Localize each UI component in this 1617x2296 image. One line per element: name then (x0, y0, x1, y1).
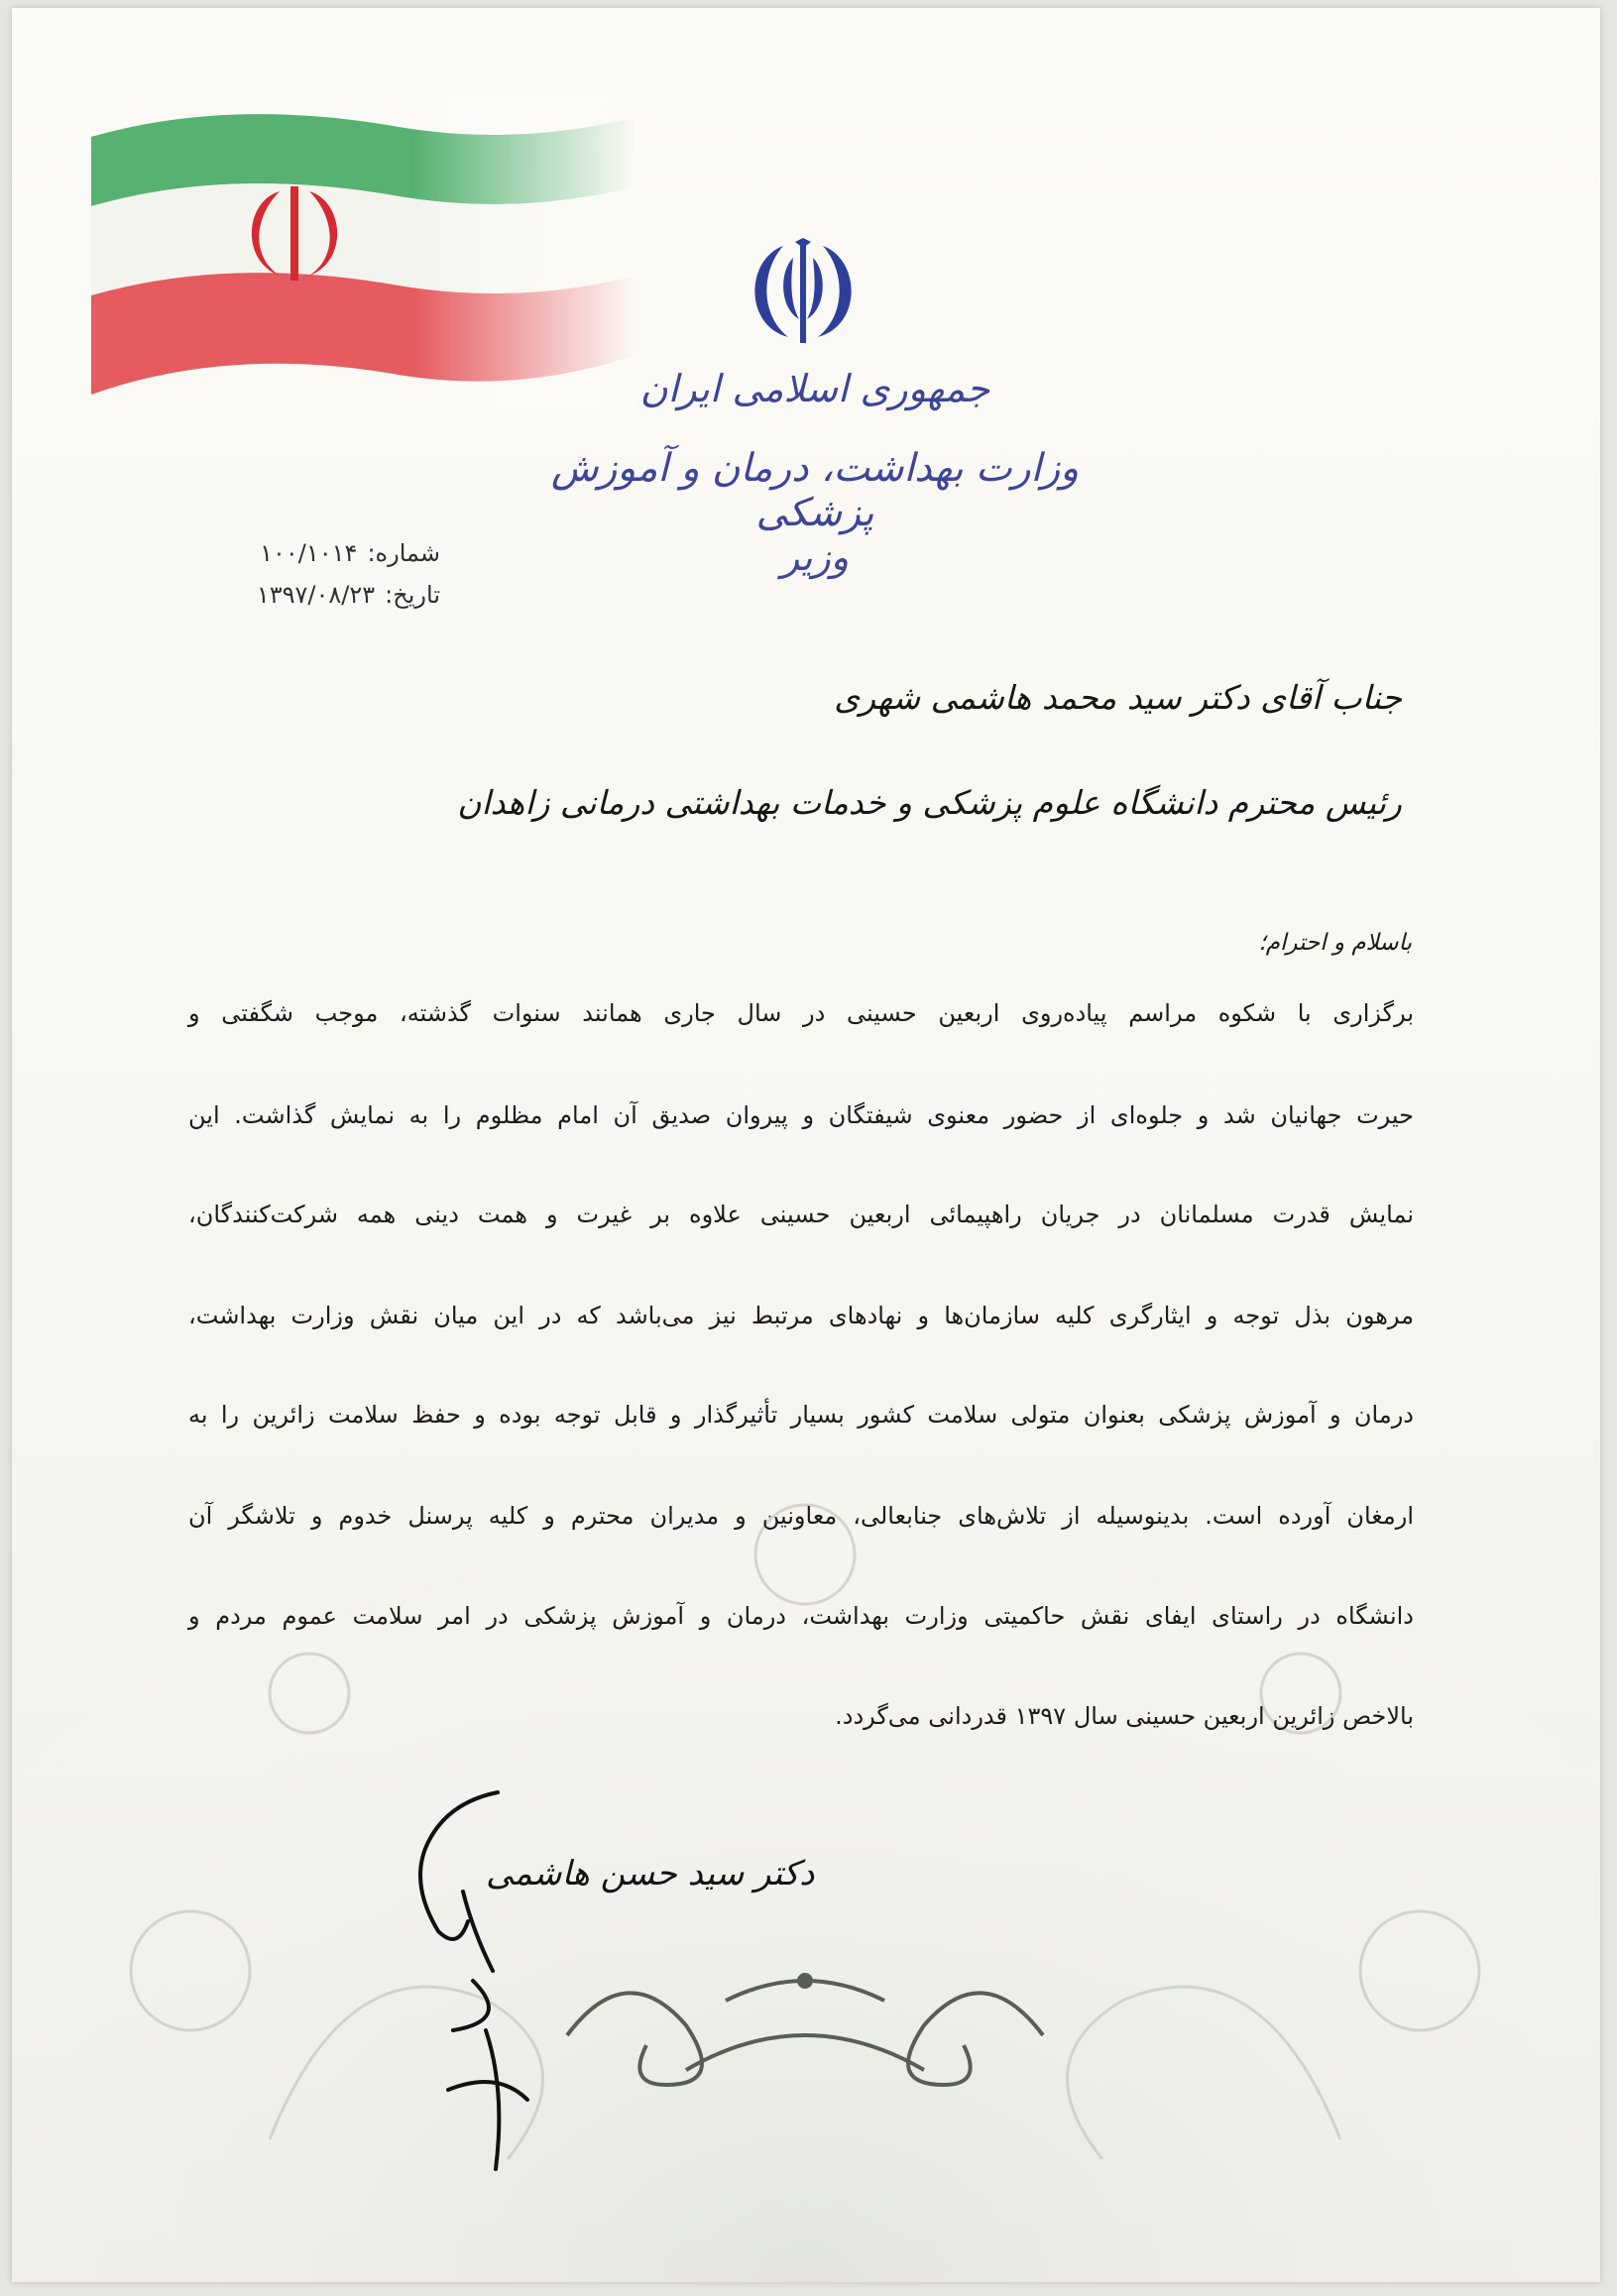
letter-date (210, 581, 440, 609)
handwritten-signature (389, 1763, 627, 2179)
body-line: بالاخص زائرین اربعین حسینی سال ۱۳۹۷ قدردانی می‌گردد. (835, 1702, 1414, 1730)
sender-position: وزیر (780, 535, 850, 579)
body-line: مرهون بذل توجه و ایثارگری کلیه سازمان‌ها و نهادهای مرتبط نیز می‌باشد که در این میان نقش وزارت بهداشت، (188, 1302, 1414, 1329)
addressee-name: جناب آقای دکتر سید محمد هاشمی شهری (834, 678, 1402, 717)
letter-number (210, 539, 440, 567)
signer-name: دکتر سید حسن هاشمی (486, 1854, 815, 1894)
date-value: ۱۳۹۷/۰۸/۲۳ (256, 581, 376, 609)
ministry-name: وزارت بهداشت، درمان و آموزش پزشکی (550, 446, 1080, 535)
number-value: ۱۰۰/۱۰۱۴ (260, 539, 358, 567)
body-line: ارمغان آورده است. بدینوسیله از تلاش‌های جنابعالی، معاونین و مدیران محترم و کلیه پرسنل خدوم و تلاشگر آن (188, 1502, 1414, 1530)
number-label: شماره: (367, 539, 440, 567)
body-line: درمان و آموزش پزشکی بعنوان متولی سلامت کشور بسیار تأثیرگذار و قابل توجه بوده و حفظ سلامت زائرین را به (188, 1401, 1414, 1429)
national-emblem-icon (744, 238, 863, 347)
addressee-title: رئیس محترم دانشگاه علوم پزشکی و خدمات بهداشتی درمانی زاهدان (457, 783, 1402, 822)
body-line: نمایش قدرت مسلمانان در جریان راهپیمائی اربعین حسینی علاوه بر غیرت و همت دینی همه شرکت‌کنندگان، (188, 1201, 1414, 1228)
date-label: تاریخ: (385, 581, 440, 609)
body-line: دانشگاه در راستای ایفای نقش حاکمیتی وزارت بهداشت، درمان و آموزش پزشکی در امر سلامت عموم مردم و (188, 1602, 1414, 1630)
salutation: باسلام و احترام؛ (1258, 930, 1412, 956)
country-name: جمهوری اسلامی ایران (639, 367, 990, 410)
body-line: برگزاری با شکوه مراسم پیاده‌روی اربعین حسینی در سال جاری همانند سنوات گذشته، موجب شگفتی و (188, 999, 1414, 1027)
letter-sheet (12, 8, 1600, 2282)
body-line: حیرت جهانیان شد و جلوه‌ای از حضور معنوی شیفتگان و پیروان صدیق آن امام مظلوم را به نمایش گذاشت. این (188, 1101, 1414, 1129)
